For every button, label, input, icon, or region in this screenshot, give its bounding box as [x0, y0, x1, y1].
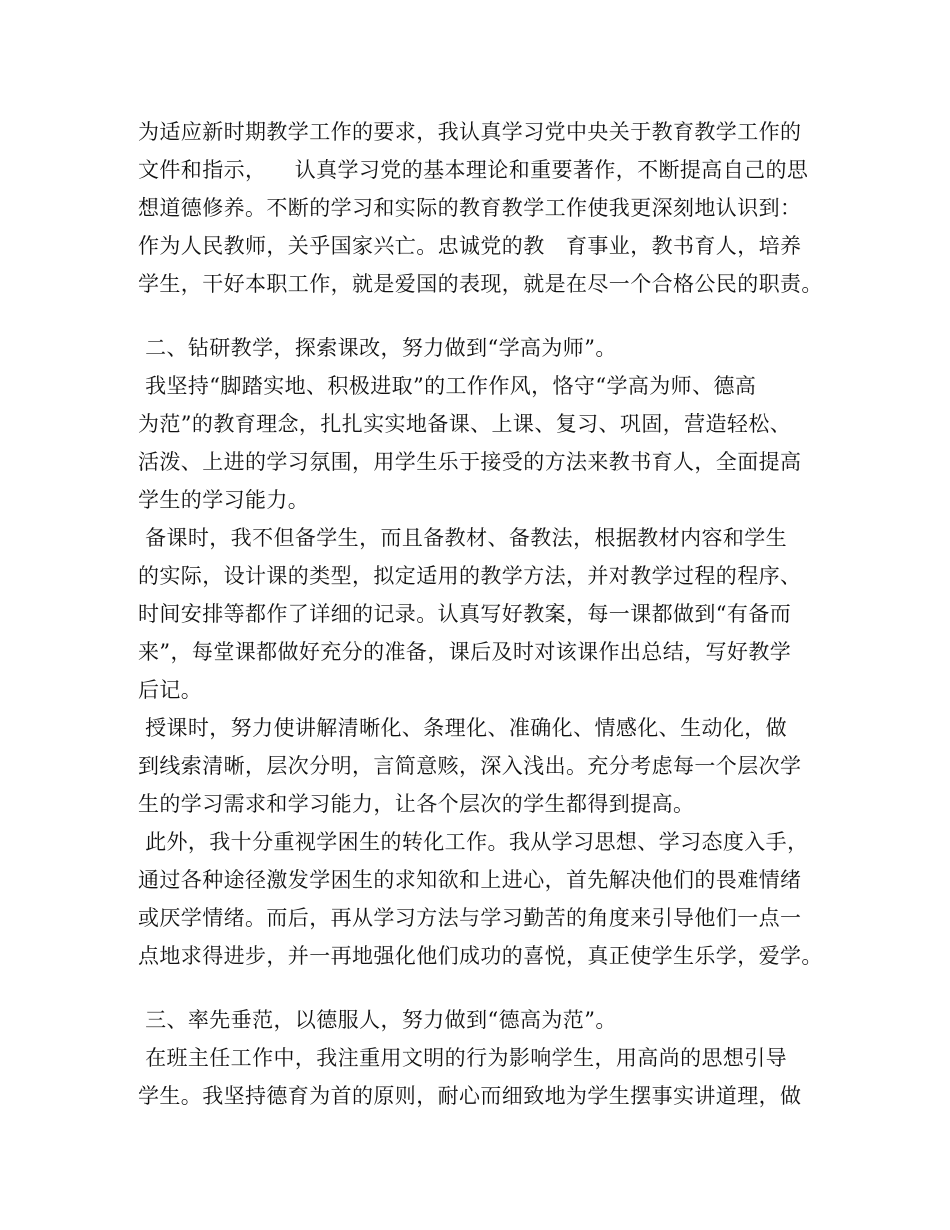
paragraph-line: 我坚持“脚踏实地、积极进取”的工作作风，恪守“学高为师、德高 [138, 374, 757, 398]
paragraph-line: 在班主任工作中，我注重用文明的行为影响学生，用高尚的思想引导 [138, 1046, 788, 1070]
paragraph-line: 为适应新时期教学工作的要求，我认真学习党中央关于教育教学工作的 [138, 120, 802, 144]
paragraph-line: 学生，干好本职工作，就是爱国的表现，就是在尽一个合格公民的职责。 [138, 272, 823, 296]
paragraph-line: 作为人民教师，关乎国家兴亡。忠诚党的教 育事业，教书育人，培养 [138, 234, 802, 258]
paragraph-line: 文件和指示， 认真学习党的基本理论和重要著作，不断提高自己的思 [138, 158, 809, 182]
paragraph-line: 时间安排等都作了详细的记录。认真写好教案，每一课都做到“有备而 [138, 602, 792, 626]
paragraph-line: 的实际，设计课的类型，拟定适用的教学方法，并对教学过程的程序、 [138, 564, 802, 588]
paragraph-line: 想道德修养。不断的学习和实际的教育教学工作使我更深刻地认识到： [138, 196, 802, 220]
paragraph-line: 学生。我坚持德育为首的原则，耐心而细致地为学生摆事实讲道理，做 [138, 1084, 802, 1108]
paragraph-line: 通过各种途径激发学困生的求知欲和上进心，首先解决他们的畏难情绪 [138, 868, 802, 892]
paragraph-line: 点地求得进步，并一再地强化他们成功的喜悦，真正使学生乐学，爱学。 [138, 944, 823, 968]
paragraph-line: 备课时，我不但备学生，而且备教材、备教法，根据教材内容和学生 [138, 526, 788, 550]
section-heading: 二、钻研教学，探索课改，努力做到“学高为师”。 [138, 336, 617, 360]
section-heading: 三、率先垂范，以德服人，努力做到“德高为范”。 [138, 1008, 617, 1032]
paragraph-line: 后记。 [138, 678, 203, 702]
paragraph-line: 为范”的教育理念，扎扎实实地备课、上课、复习、巩固，营造轻松、 [138, 412, 792, 436]
paragraph-line: 活泼、上进的学习氛围，用学生乐于接受的方法来教书育人，全面提高 [138, 450, 802, 474]
paragraph-line: 来”，每堂课都做好充分的准备，课后及时对该课作出总结，写好教学 [138, 640, 792, 664]
paragraph-line: 学生的学习能力。 [138, 488, 310, 512]
paragraph-line: 授课时，努力使讲解清晰化、条理化、准确化、情感化、生动化，做 [138, 716, 788, 740]
paragraph-line: 到线索清晰，层次分明，言简意赅，深入浅出。充分考虑每一个层次学 [138, 754, 802, 778]
paragraph-line: 或厌学情绪。而后，再从学习方法与学习勤苦的角度来引导他们一点一 [138, 906, 802, 930]
paragraph-line: 生的学习需求和学习能力，让各个层次的学生都得到提高。 [138, 792, 695, 816]
paragraph-line: 此外，我十分重视学困生的转化工作。我从学习思想、学习态度入手， [138, 830, 809, 854]
